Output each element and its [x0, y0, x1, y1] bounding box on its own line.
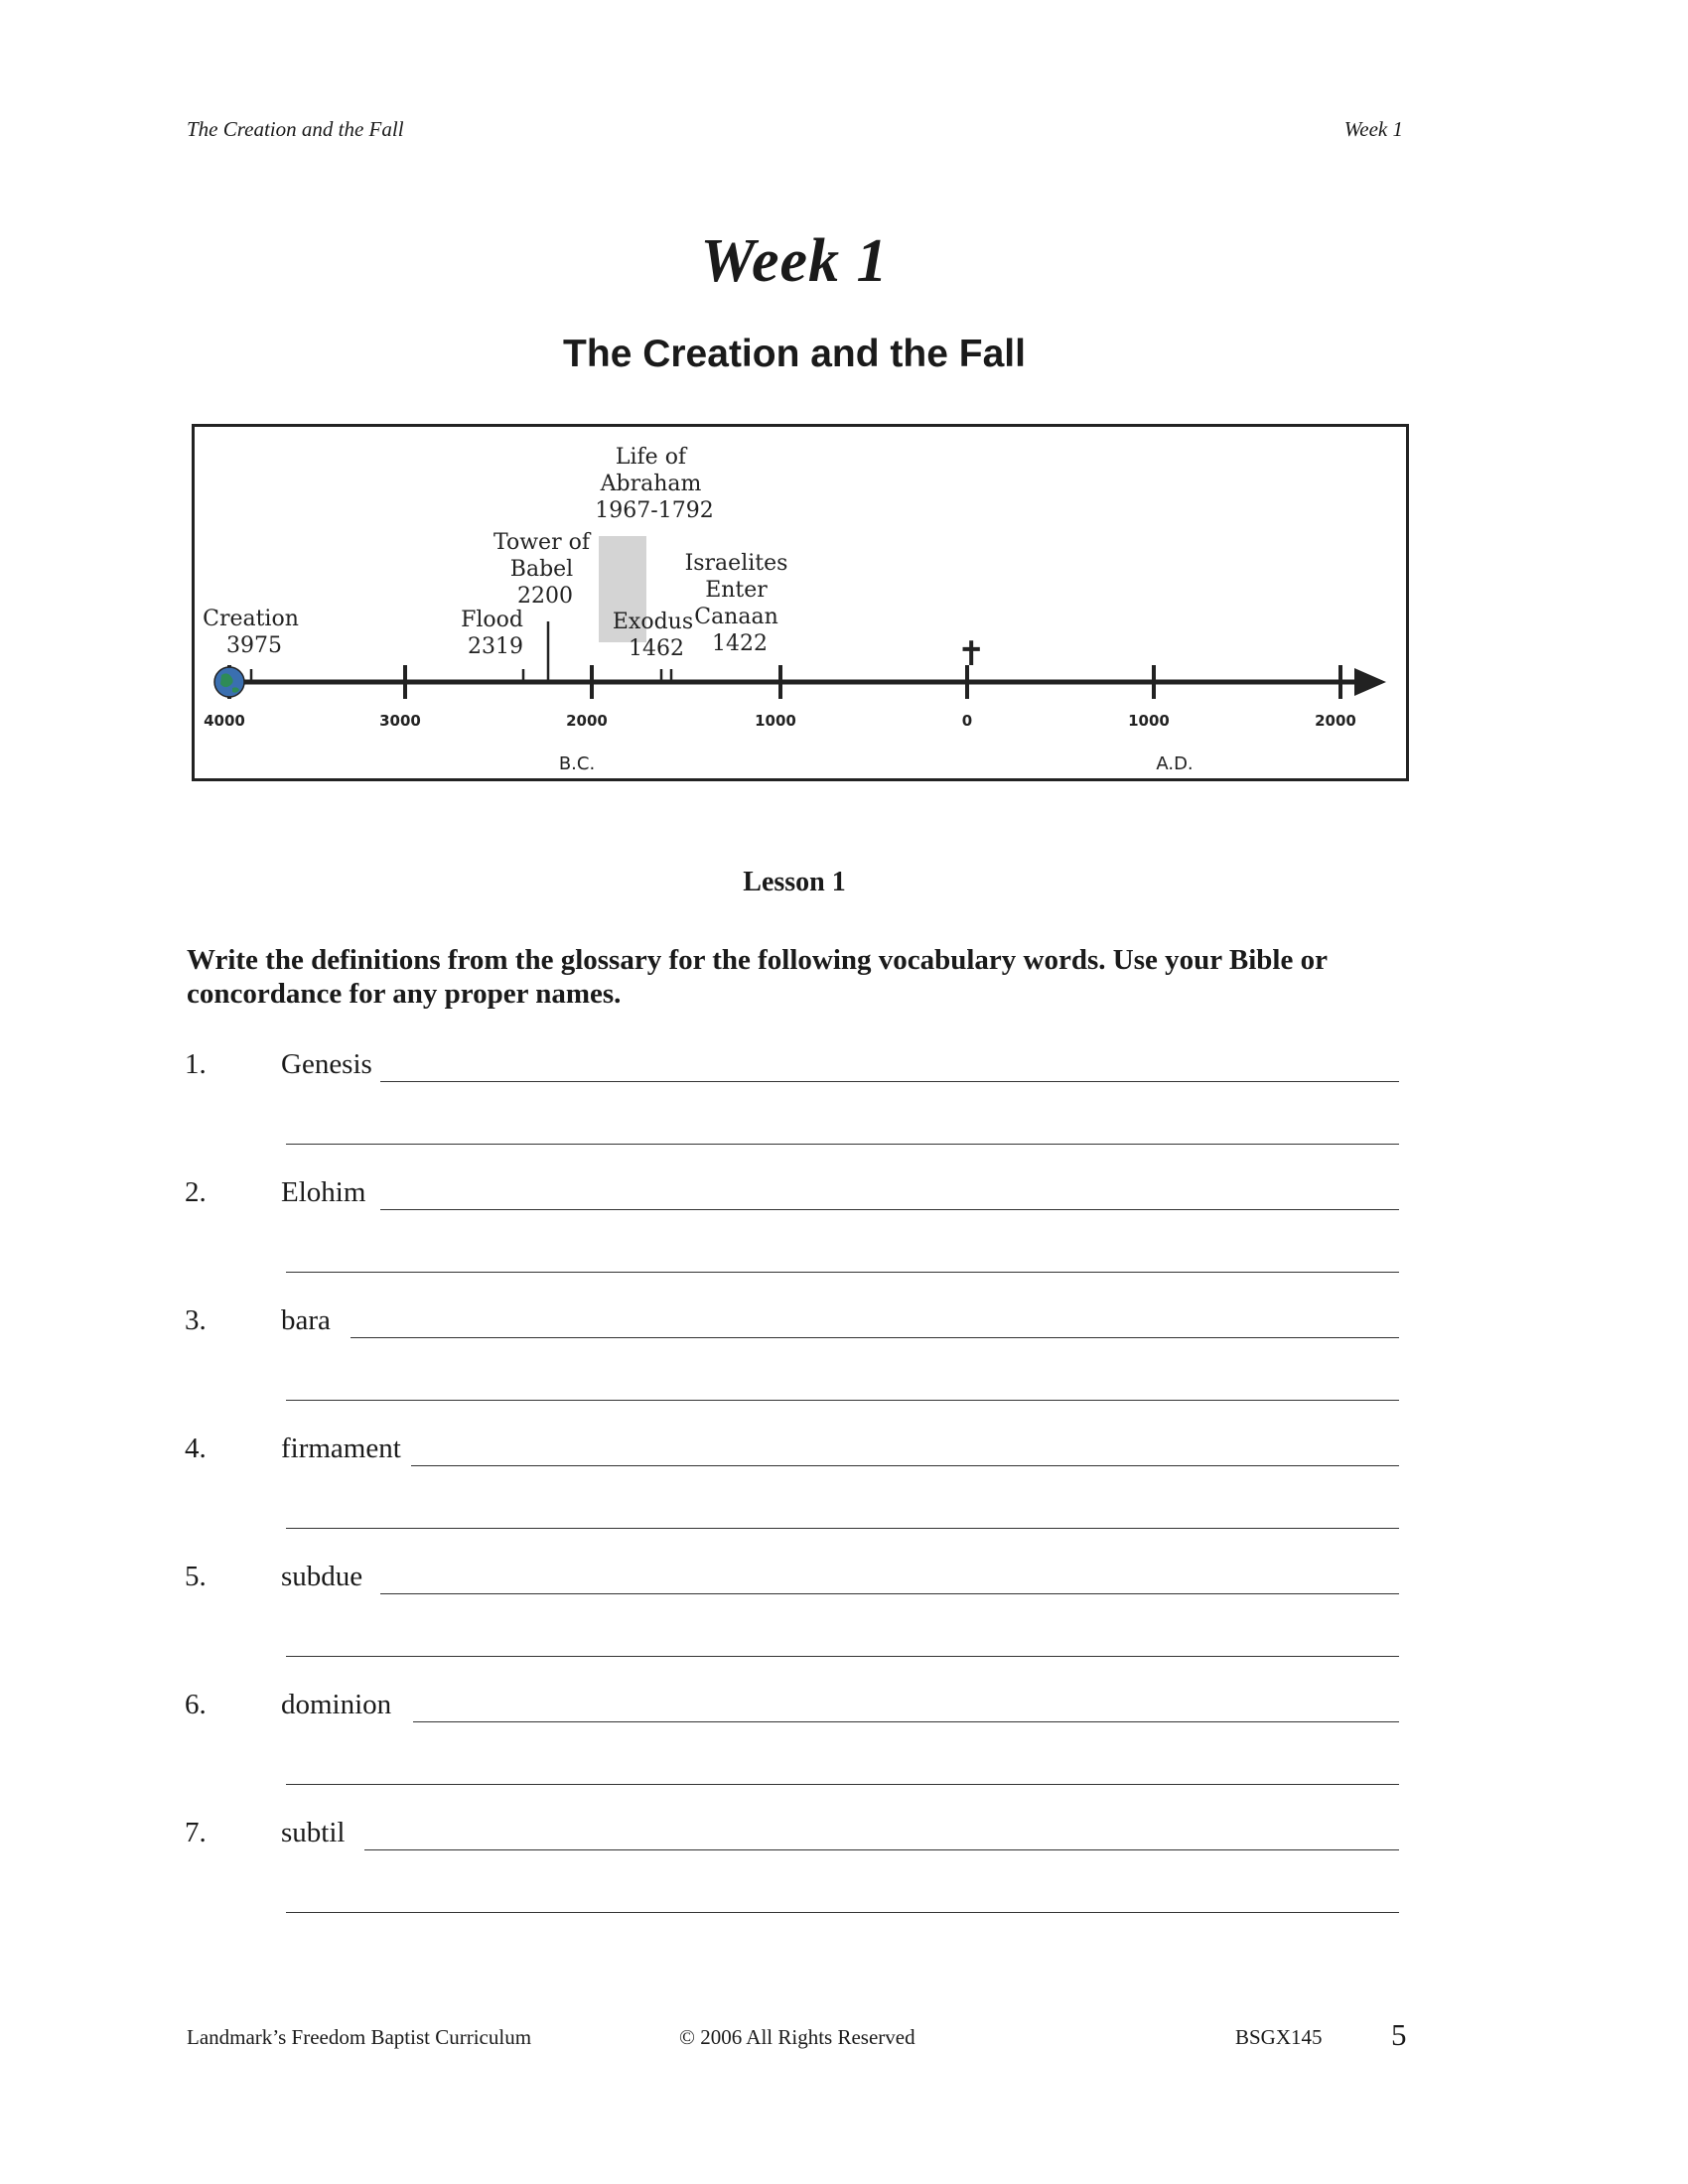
answer-line-continued[interactable]	[286, 1272, 1399, 1273]
lesson-heading: Lesson 1	[743, 867, 846, 897]
page-title: Week 1	[700, 227, 889, 295]
vocab-item	[0, 1304, 1688, 1364]
vocab-number: 6.	[185, 1689, 207, 1720]
instructions: Write the definitions from the glossary for the following vocabulary words. Use your Bible or concordance for any proper names.	[187, 944, 1328, 1010]
timeline-arrowhead	[1354, 668, 1386, 696]
event-creation-label: Creation 3975	[203, 607, 299, 658]
vocab-item	[0, 1176, 1688, 1236]
event-flood-label: Flood 2319	[461, 608, 523, 659]
footer-product-code: BSGX145	[1235, 2025, 1323, 2049]
event-exodus-label: Exodus 1462	[612, 610, 694, 661]
timeline-svg	[195, 427, 1406, 778]
answer-line-continued[interactable]	[286, 1912, 1399, 1913]
answer-line-continued[interactable]	[286, 1144, 1399, 1145]
tick-labels	[204, 712, 1356, 730]
tick-label: 2000	[566, 712, 608, 730]
vocab-number: 3.	[185, 1304, 207, 1336]
vocab-number: 5.	[185, 1561, 207, 1592]
page-number: 5	[1391, 2017, 1407, 2052]
vocab-word: dominion	[281, 1689, 392, 1720]
tick-label: 1000	[1128, 712, 1170, 730]
vocab-word: subtil	[281, 1817, 346, 1848]
vocab-number: 4.	[185, 1433, 207, 1464]
vocab-word: bara	[281, 1304, 331, 1336]
vocab-item	[0, 1048, 1688, 1108]
page-subtitle: The Creation and the Fall	[563, 333, 1026, 375]
answer-line[interactable]	[380, 1593, 1399, 1594]
era-bc-label: B.C.	[558, 753, 596, 774]
answer-line[interactable]	[413, 1721, 1399, 1722]
answer-line-continued[interactable]	[286, 1400, 1399, 1401]
answer-line[interactable]	[411, 1465, 1399, 1466]
tick-label: 1000	[755, 712, 796, 730]
vocab-word: subdue	[281, 1561, 363, 1592]
vocab-word: Elohim	[281, 1176, 366, 1208]
tick-label: 4000	[204, 712, 245, 730]
answer-line[interactable]	[380, 1209, 1399, 1210]
tick-label: 3000	[379, 712, 421, 730]
answer-line[interactable]	[351, 1337, 1399, 1338]
running-header-title: The Creation and the Fall	[187, 117, 404, 141]
vocab-word: firmament	[281, 1433, 401, 1464]
answer-line-continued[interactable]	[286, 1784, 1399, 1785]
answer-line[interactable]	[364, 1849, 1399, 1850]
footer-copyright: © 2006 All Rights Reserved	[679, 2025, 915, 2049]
timeline-figure	[192, 424, 1409, 781]
vocab-item	[0, 1689, 1688, 1748]
tick-label: 2000	[1315, 712, 1356, 730]
vocab-number: 7.	[185, 1817, 207, 1848]
earth-globe-icon	[214, 667, 244, 697]
vocab-item	[0, 1433, 1688, 1492]
answer-line-continued[interactable]	[286, 1656, 1399, 1657]
running-header-week: Week 1	[1343, 117, 1403, 141]
vocab-number: 1.	[185, 1048, 207, 1080]
answer-line[interactable]	[380, 1081, 1399, 1082]
vocab-number: 2.	[185, 1176, 207, 1208]
event-abraham-label: Life of Abraham 1967-1792	[595, 445, 714, 523]
era-ad-label: A.D.	[1156, 753, 1194, 774]
answer-line-continued[interactable]	[286, 1528, 1399, 1529]
tick-label: 0	[961, 712, 973, 730]
event-israelites-enter-canaan-label: Israelites Enter Canaan 1422	[684, 551, 788, 656]
vocab-word: Genesis	[281, 1048, 372, 1080]
cross-icon: ✝	[957, 634, 986, 674]
vocab-item	[0, 1817, 1688, 1876]
event-tower-of-babel-label: Tower of Babel 2200	[493, 530, 590, 609]
vocab-item	[0, 1561, 1688, 1620]
footer-publisher: Landmark’s Freedom Baptist Curriculum	[187, 2025, 532, 2049]
